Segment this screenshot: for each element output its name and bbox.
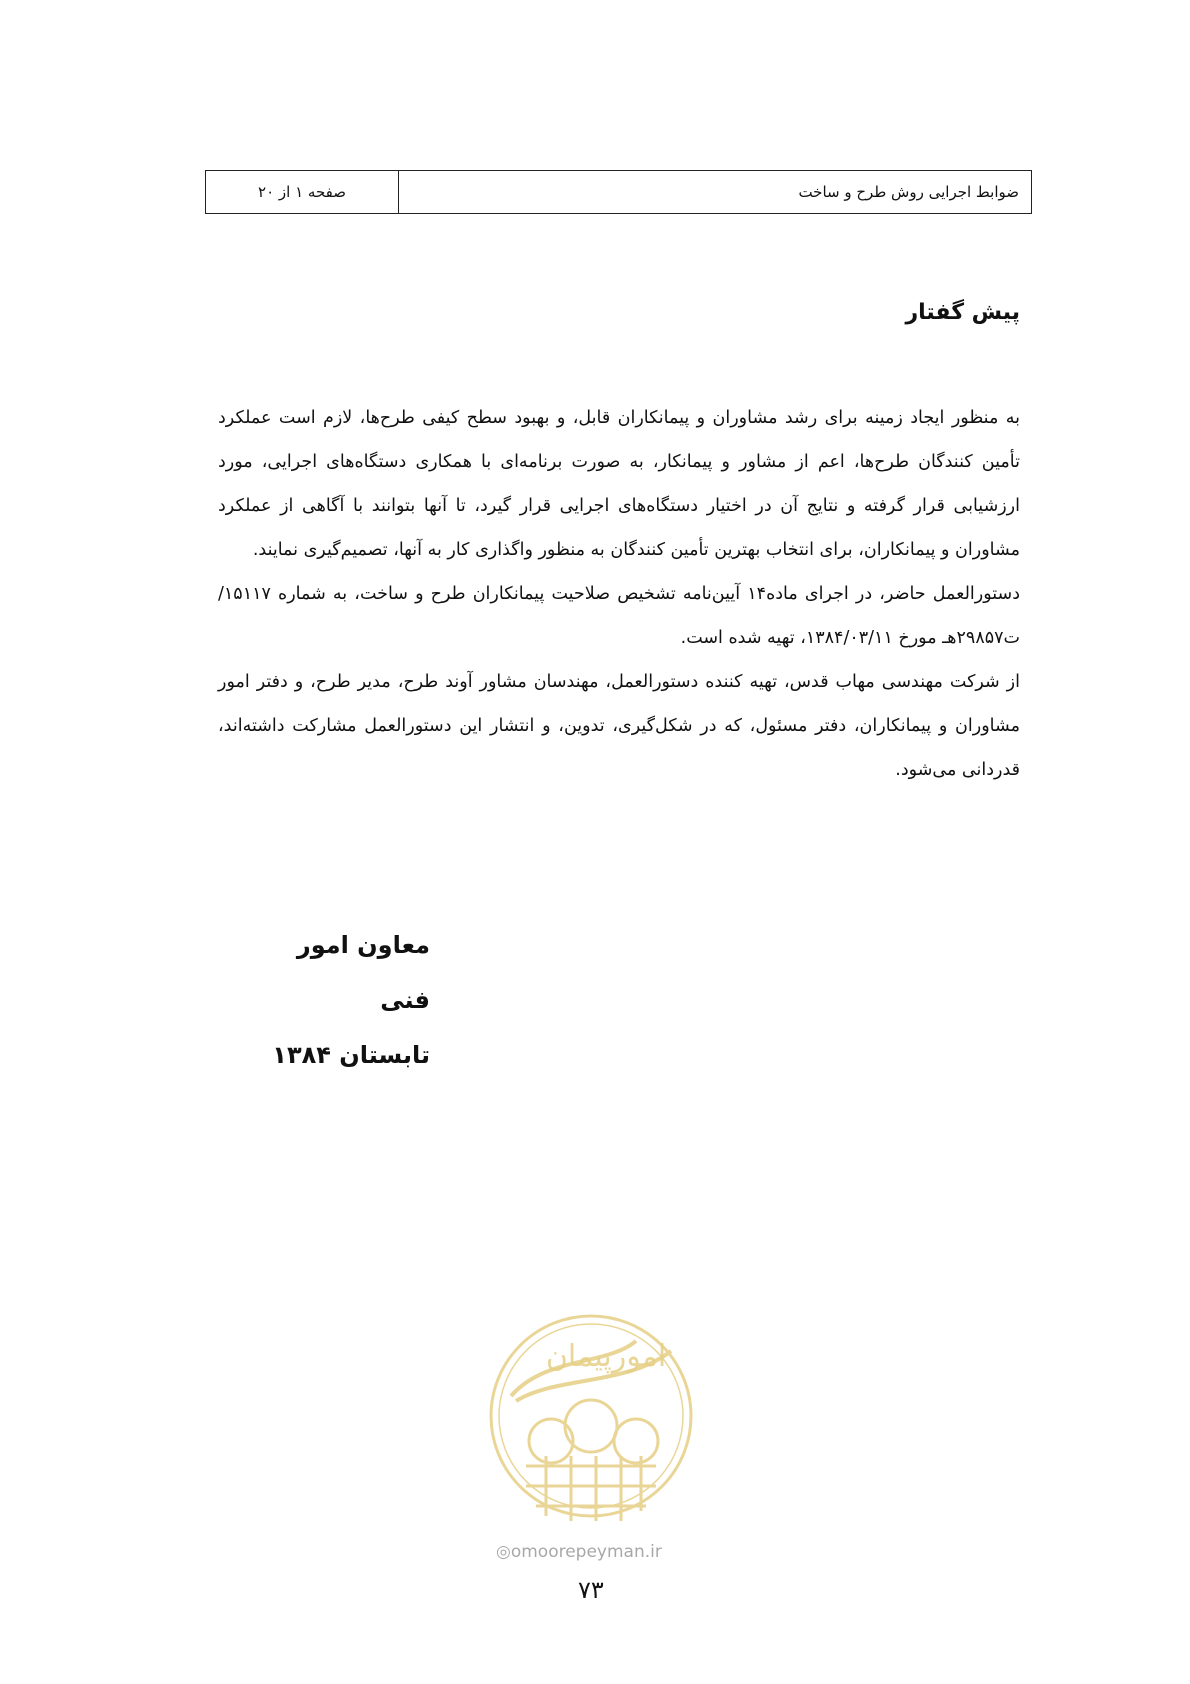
at-icon: ◎ xyxy=(496,1542,511,1562)
page-number: ۷۳ xyxy=(578,1576,604,1604)
watermark-logo-text: امورپیمان xyxy=(545,1339,667,1374)
page-title: پیش گفتار xyxy=(905,300,1020,325)
header-page-label: صفحه ۱ از ۲۰ xyxy=(206,171,399,213)
watermark-url-text: omoorepeyman.ir xyxy=(510,1542,662,1562)
signature-date: تابستان ۱۳۸۴ xyxy=(272,1041,430,1069)
watermark-url xyxy=(496,1542,662,1562)
header-table xyxy=(205,170,1032,214)
paragraph: از شرکت مهندسی مهاب قدس، تهیه کننده دستورالعمل، مهندسان مشاور آوند طرح، مدیر طرح، و دفتر امور مشاوران و پیمانکاران، دفتر مسئول، که در شکل‌گیری، تدوین، و انتشار این دستورالعمل مشارکت داشته‌اند، قدردانی می‌شود. xyxy=(218,672,1020,780)
body-text xyxy=(218,396,1020,792)
signature-title: معاون امور فنی xyxy=(296,931,430,1014)
signature-block xyxy=(270,918,430,1083)
paragraph: به منظور ایجاد زمینه برای رشد مشاوران و پیمانکاران قابل، و بهبود سطح کیفی طرح‌ها، لازم است عملکرد تأمین کنندگان طرح‌ها، اعم از مشاور و پیمانکار، به صورت برنامه‌ای با همکاری دستگاه‌های اجرایی، مورد ارزشیابی قرار گرفته و نتایج آن در اختیار دستگاه‌های اجرایی قرار گیرد، تا آنها بتوانند با آگاهی از عملکرد مشاوران و پیمانکاران، برای انتخاب بهترین تأمین کنندگان به منظور واگذاری کار به آنها، تصمیم‌گیری نمایند. xyxy=(218,408,1020,560)
header-document-title: ضوابط اجرایی روش طرح و ساخت xyxy=(798,183,1019,201)
paragraph: دستورالعمل حاضر، در اجرای ماده۱۴ آیین‌نامه تشخیص صلاحیت پیمانکاران طرح و ساخت، به شماره ۱۵۱۱۷/ت۲۹۸۵۷هـ مورخ ۱۳۸۴/۰۳/۱۱، تهیه شده است. xyxy=(218,584,1020,648)
watermark-logo xyxy=(486,1306,696,1536)
